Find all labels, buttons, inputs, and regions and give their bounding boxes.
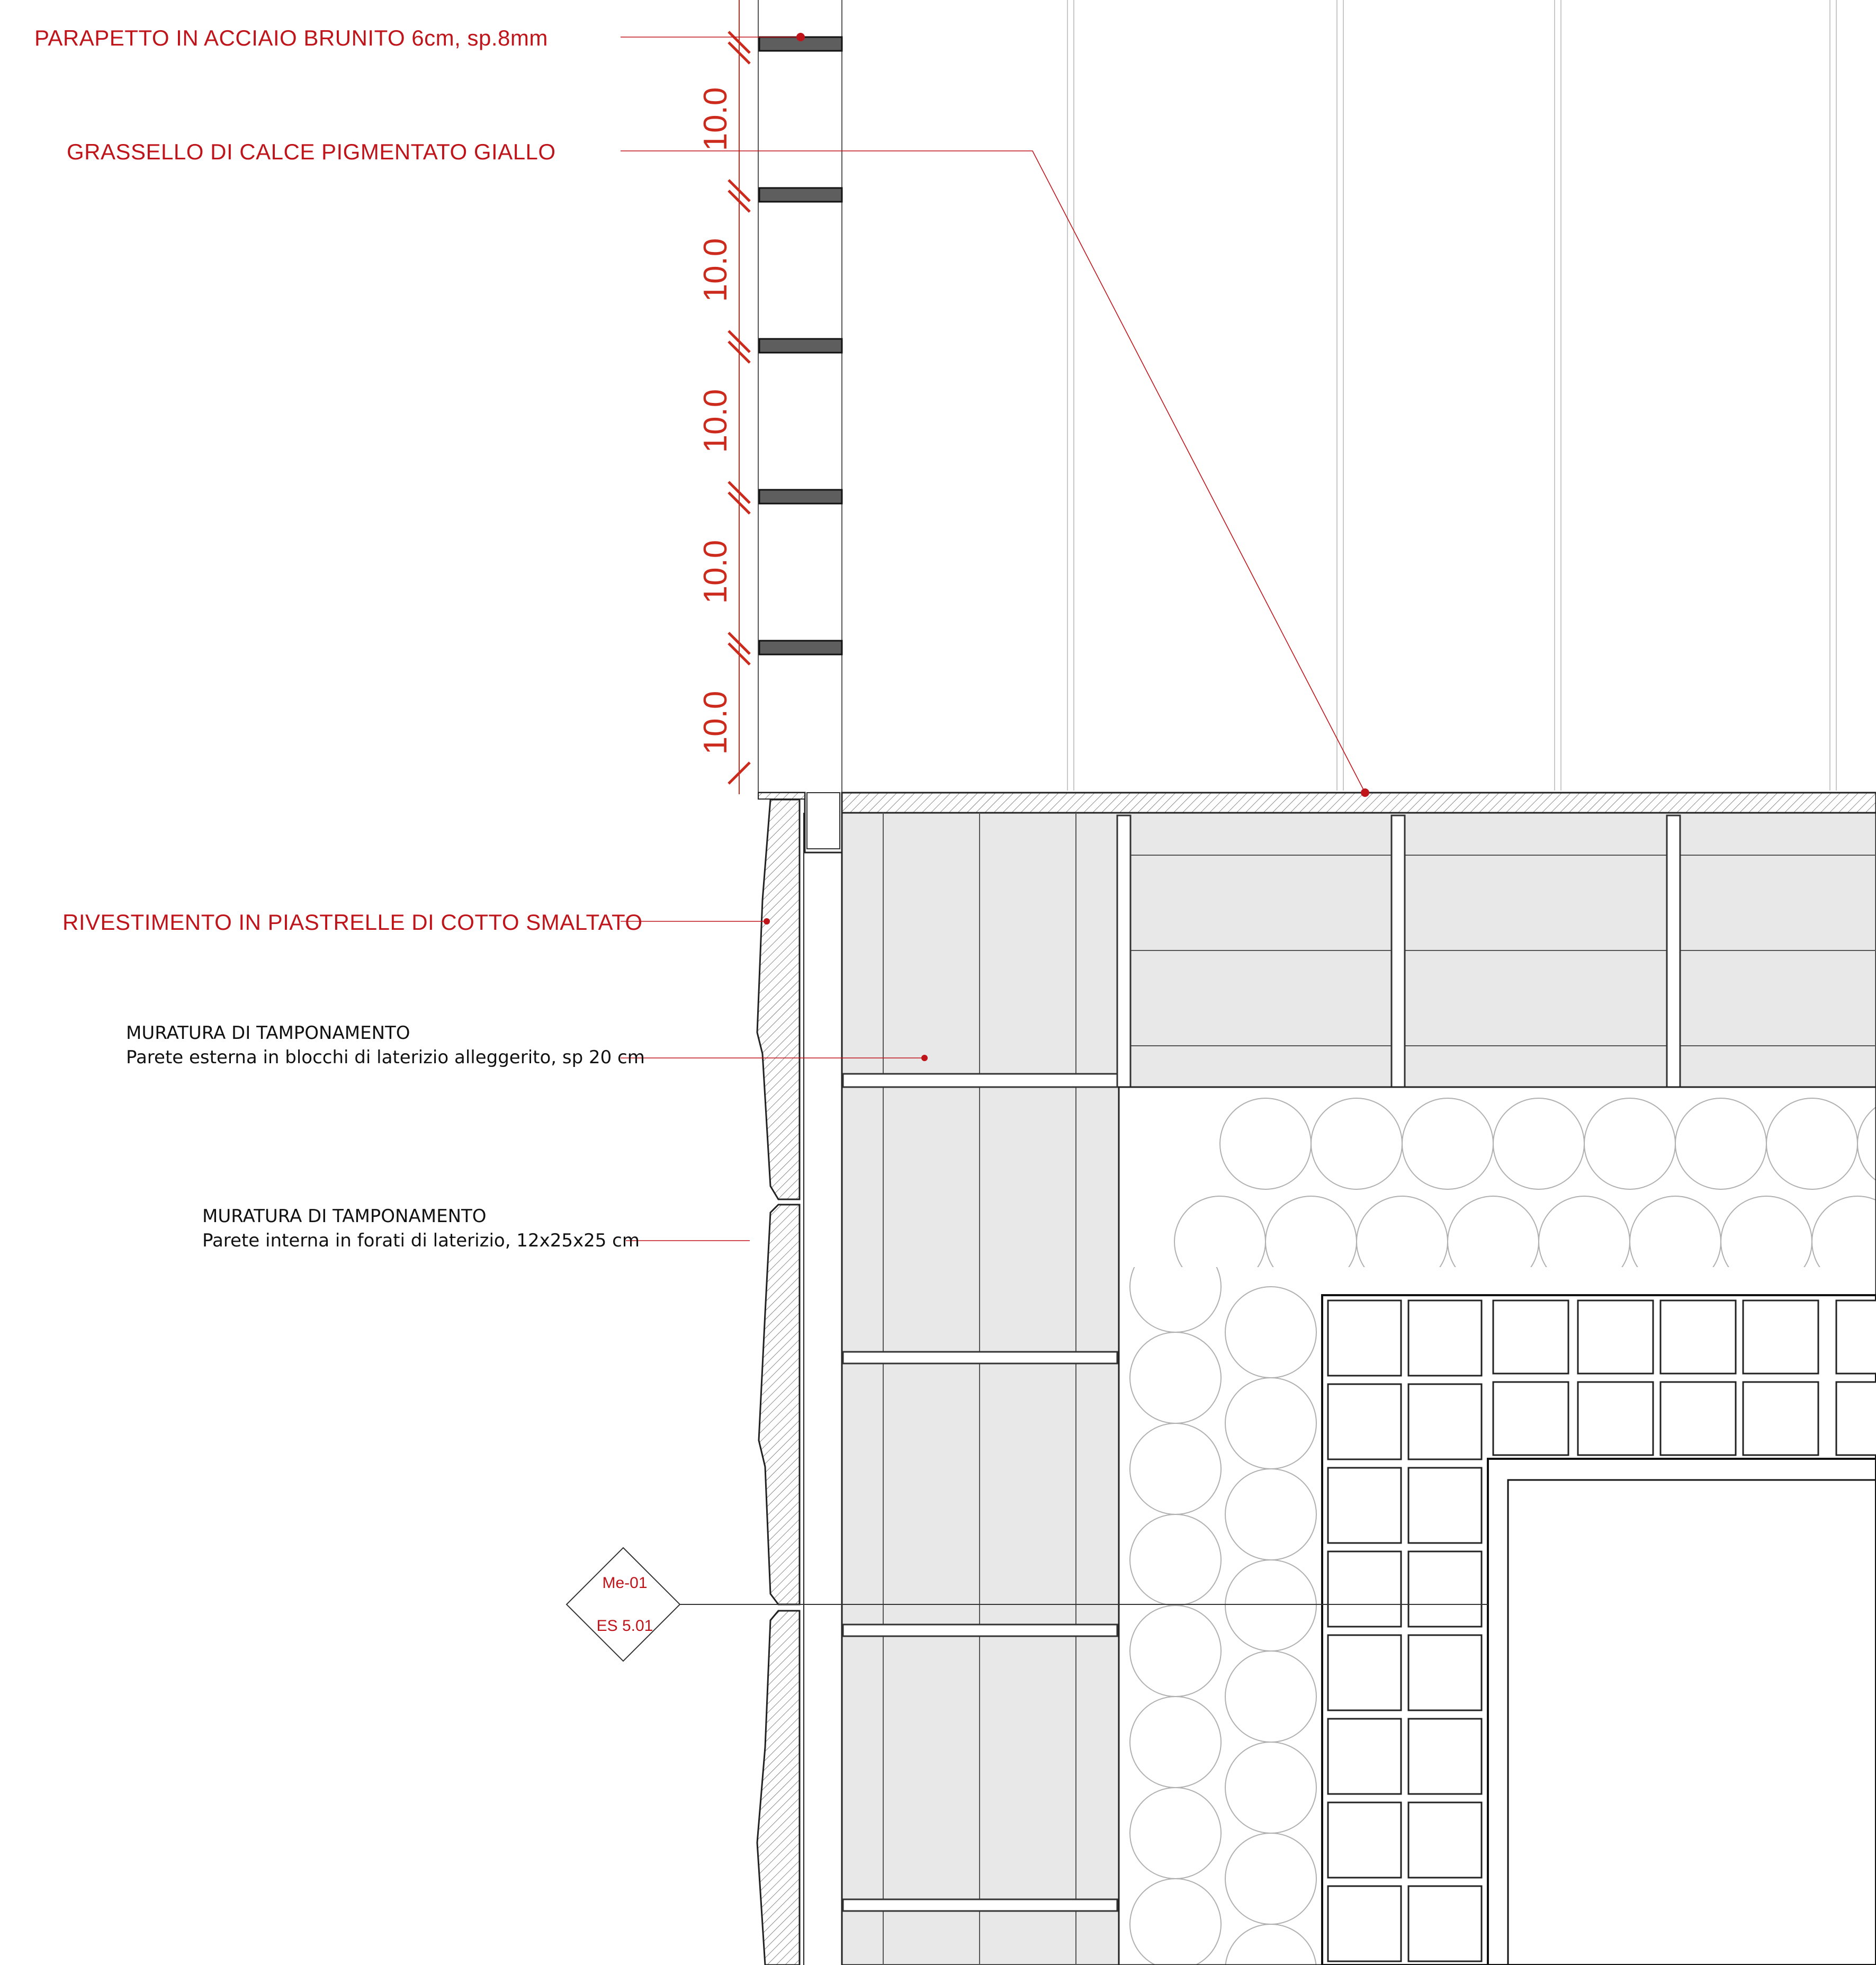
insulation-bubble bbox=[1225, 1378, 1316, 1469]
upper-wall-elevation bbox=[1067, 0, 1836, 791]
insulation-bubble bbox=[1448, 1196, 1539, 1287]
brick-cell bbox=[1328, 1719, 1401, 1794]
insulation-bubble bbox=[1265, 1196, 1357, 1287]
parapet bbox=[758, 0, 842, 792]
brick-cell bbox=[1408, 1468, 1482, 1543]
label-tiles: RIVESTIMENTO IN PIASTRELLE DI COTTO SMALTATO bbox=[62, 910, 643, 935]
inner-wall-grid bbox=[1322, 1295, 1876, 1965]
parapet-bar bbox=[759, 339, 842, 353]
insulation-bubble bbox=[1311, 1098, 1402, 1189]
label-inner-wall-title: MURATURA DI TAMPONAMENTO bbox=[202, 1206, 487, 1227]
insulation-bubble bbox=[1812, 1196, 1876, 1287]
insulation-bubble bbox=[1130, 1697, 1221, 1788]
brick-cell bbox=[1408, 1551, 1482, 1627]
brick-cell bbox=[1328, 1551, 1401, 1627]
insulation-bubble bbox=[1130, 1332, 1221, 1423]
brick-cell bbox=[1578, 1300, 1653, 1374]
brick-cell bbox=[1328, 1384, 1401, 1459]
insulation-bubble bbox=[1225, 1833, 1316, 1924]
insulation-bubble bbox=[1130, 1605, 1221, 1697]
brick-cell bbox=[1408, 1886, 1482, 1961]
dimension-label: 10.0 bbox=[697, 690, 734, 755]
insulation-bubble bbox=[1225, 1469, 1316, 1560]
insulation-bubble bbox=[1357, 1196, 1448, 1287]
section-tag-bottom: ES 5.01 bbox=[596, 1617, 653, 1635]
brick-cell bbox=[1328, 1300, 1401, 1376]
brick-cell bbox=[1328, 1635, 1401, 1710]
brick-cell bbox=[1578, 1382, 1653, 1455]
insulation-bubble bbox=[1225, 1924, 1316, 1965]
insulation-bubble bbox=[1584, 1098, 1675, 1189]
insulation-bubble bbox=[1225, 1560, 1316, 1651]
annotations bbox=[34, 25, 645, 1251]
insulation-bubble bbox=[1130, 1241, 1221, 1332]
dimension-chain bbox=[697, 0, 750, 794]
insulation-bubble bbox=[1493, 1098, 1584, 1189]
dimension-label: 10.0 bbox=[697, 389, 734, 453]
brick-cell bbox=[1743, 1382, 1818, 1455]
insulation-bubble bbox=[1174, 1196, 1265, 1287]
insulation-bubble bbox=[1130, 1788, 1221, 1879]
insulation-bubble bbox=[1130, 1879, 1221, 1965]
section-tag-top: Me-01 bbox=[602, 1574, 648, 1592]
insulation-bubble bbox=[1766, 1098, 1857, 1189]
insulation-bubble bbox=[1130, 1514, 1221, 1605]
brick-cell bbox=[1660, 1300, 1736, 1374]
brick-cell bbox=[1408, 1384, 1482, 1459]
parapet-bar bbox=[759, 641, 842, 654]
label-outer-wall-desc: Parete esterna in blocchi di laterizio alleggerito, sp 20 cm bbox=[126, 1047, 645, 1068]
brick-cell bbox=[1408, 1635, 1482, 1710]
brick-cell bbox=[1408, 1300, 1482, 1376]
brick-cell bbox=[1493, 1382, 1568, 1455]
insulation-bubble bbox=[1539, 1196, 1630, 1287]
brick-cell bbox=[1493, 1300, 1568, 1374]
brick-cell bbox=[1328, 1802, 1401, 1878]
dimension-label: 10.0 bbox=[697, 540, 734, 604]
label-outer-wall-title: MURATURA DI TAMPONAMENTO bbox=[126, 1022, 410, 1044]
insulation-bubble bbox=[1225, 1287, 1316, 1378]
insulation-bubble bbox=[1630, 1196, 1721, 1287]
brick-cell bbox=[1660, 1382, 1736, 1455]
brick-cell bbox=[1408, 1802, 1482, 1878]
parapet-bar bbox=[759, 490, 842, 504]
label-plaster: GRASSELLO DI CALCE PIGMENTATO GIALLO bbox=[67, 139, 556, 164]
brick-cell bbox=[1328, 1886, 1401, 1961]
brick-cell bbox=[1408, 1719, 1482, 1794]
label-parapet: PARAPETTO IN ACCIAIO BRUNITO 6cm, sp.8mm bbox=[34, 25, 548, 50]
insulation-bubble bbox=[1225, 1742, 1316, 1833]
insulation-bubble bbox=[1220, 1098, 1311, 1189]
tile-cladding bbox=[757, 800, 842, 1965]
brick-cell bbox=[1836, 1382, 1876, 1455]
dimension-label: 10.0 bbox=[697, 238, 734, 302]
dimension-label: 10.0 bbox=[697, 87, 734, 151]
brick-cell bbox=[1836, 1300, 1876, 1374]
insulation-bubble bbox=[1857, 1098, 1876, 1189]
brick-cell bbox=[1743, 1300, 1818, 1374]
label-inner-wall-desc: Parete interna in forati di laterizio, 12x25x25 cm bbox=[202, 1230, 640, 1251]
insulation-bubble bbox=[1225, 1651, 1316, 1742]
insulation-bubble bbox=[1130, 1423, 1221, 1514]
brick-cell bbox=[1328, 1468, 1401, 1543]
insulation-bubble bbox=[1675, 1098, 1766, 1189]
parapet-bar bbox=[759, 188, 842, 202]
insulation-bubble bbox=[1721, 1196, 1812, 1287]
insulation-bubble bbox=[1402, 1098, 1493, 1189]
